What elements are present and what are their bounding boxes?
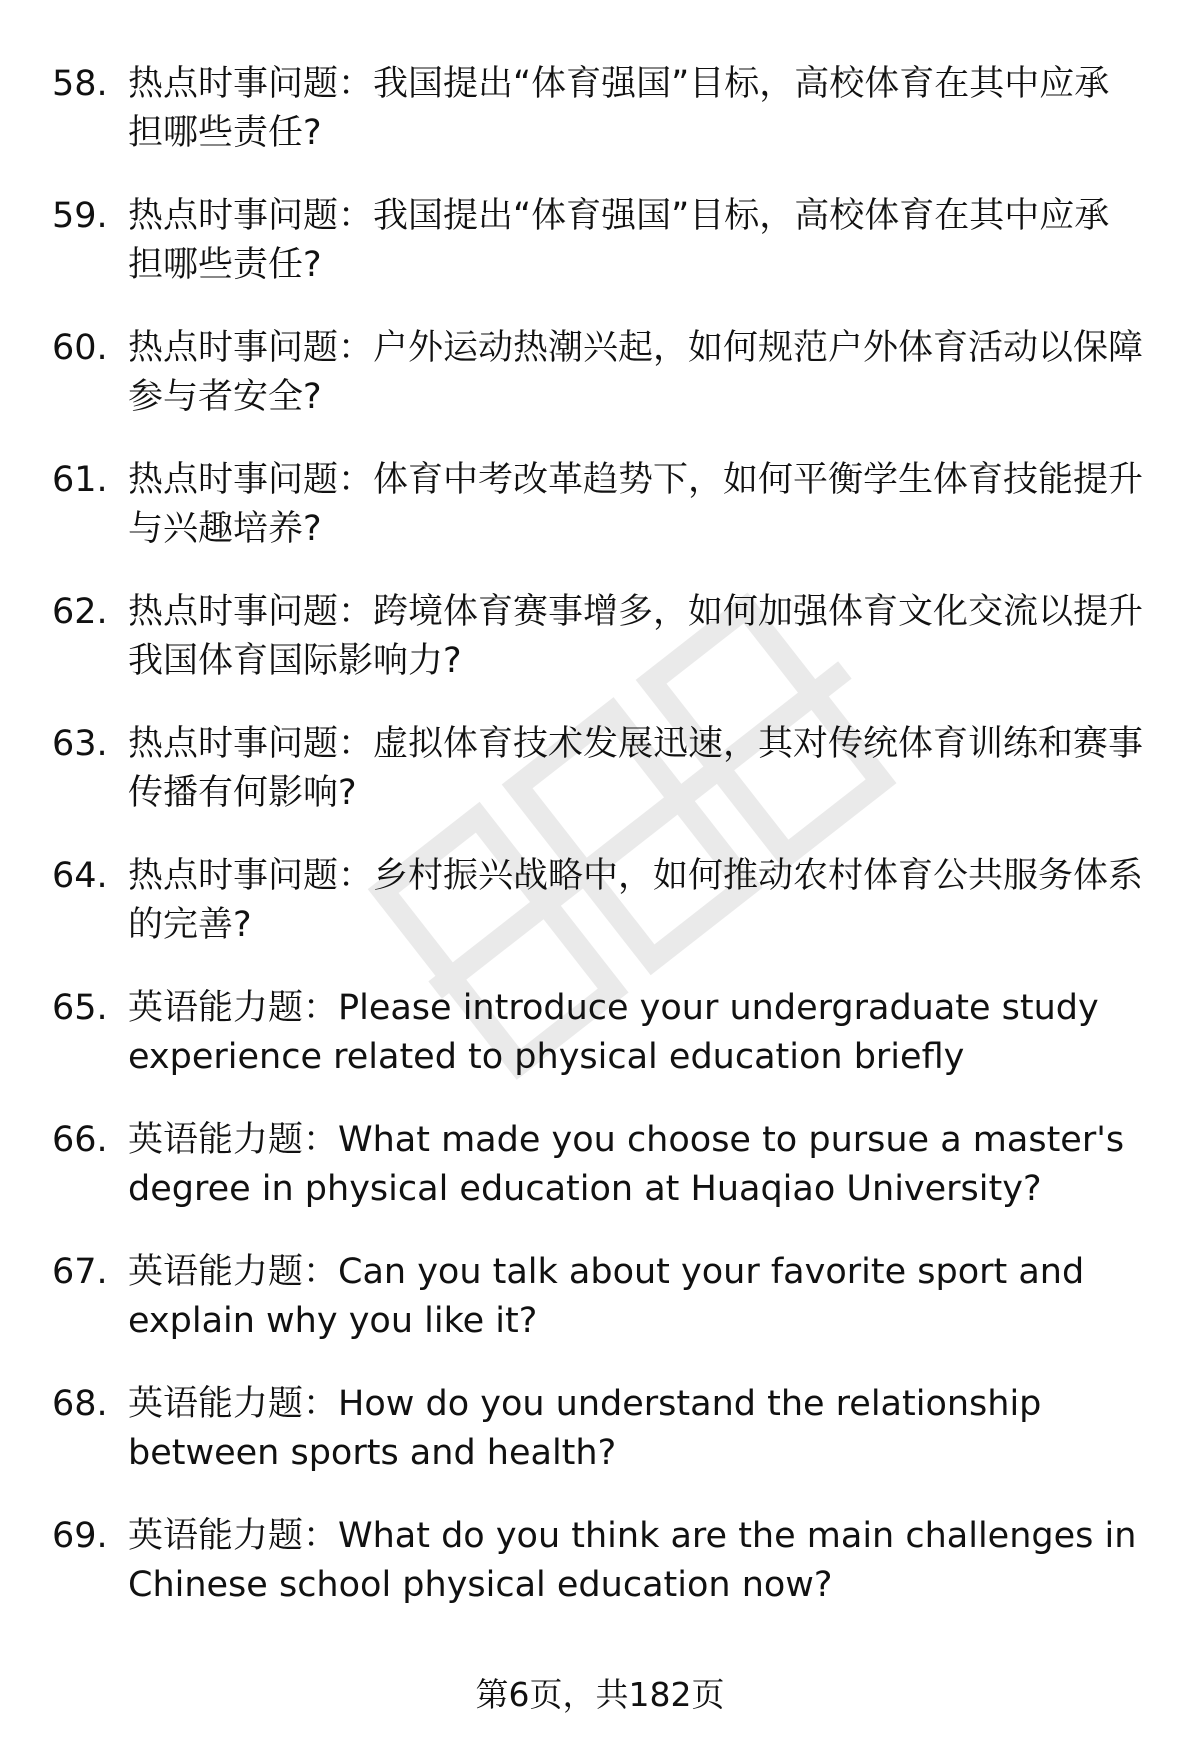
question-item — [52, 984, 1144, 1082]
question-text: 英语能力题：Can you talk about your favorite sport and explain why you like it? — [128, 1252, 1085, 1341]
question-text: 热点时事问题：虚拟体育技术发展迅速，其对传统体育训练和赛事传播有何影响? — [128, 724, 1144, 813]
question-item — [52, 720, 1144, 818]
question-text: 英语能力题：What do you think are the main challenges in Chinese school physical education now? — [128, 1516, 1137, 1605]
question-number: 58. — [52, 64, 108, 104]
question-text: 热点时事问题：我国提出“体育强国”目标，高校体育在其中应承担哪些责任? — [128, 64, 1110, 153]
question-item — [52, 1248, 1144, 1346]
question-list — [52, 60, 1144, 1644]
question-number: 67. — [52, 1252, 108, 1292]
question-text: 英语能力题：How do you understand the relationship between sports and health? — [128, 1384, 1042, 1473]
question-item — [52, 1380, 1144, 1478]
question-text: 英语能力题：Please introduce your undergraduate study experience related to physical education briefly — [128, 988, 1099, 1077]
question-number: 62. — [52, 592, 108, 632]
question-number: 64. — [52, 856, 108, 896]
question-number: 63. — [52, 724, 108, 764]
question-number: 66. — [52, 1120, 108, 1160]
question-item — [52, 1116, 1144, 1214]
question-item — [52, 192, 1144, 290]
question-item — [52, 852, 1144, 950]
question-item — [52, 1512, 1144, 1610]
question-item — [52, 60, 1144, 158]
question-text: 英语能力题：What made you choose to pursue a master's degree in physical education at Huaqiao University? — [128, 1120, 1125, 1209]
question-number: 59. — [52, 196, 108, 236]
question-number: 61. — [52, 460, 108, 500]
question-item — [52, 324, 1144, 422]
question-text: 热点时事问题：我国提出“体育强国”目标，高校体育在其中应承担哪些责任? — [128, 196, 1110, 285]
question-number: 60. — [52, 328, 108, 368]
question-item — [52, 456, 1144, 554]
question-text: 热点时事问题：体育中考改革趋势下，如何平衡学生体育技能提升与兴趣培养? — [128, 460, 1144, 549]
question-text: 热点时事问题：户外运动热潮兴起，如何规范户外体育活动以保障参与者安全? — [128, 328, 1144, 417]
question-text: 热点时事问题：乡村振兴战略中，如何推动农村体育公共服务体系的完善? — [128, 856, 1144, 945]
question-number: 69. — [52, 1516, 108, 1556]
question-number: 65. — [52, 988, 108, 1028]
question-item — [52, 588, 1144, 686]
question-number: 68. — [52, 1384, 108, 1424]
question-text: 热点时事问题：跨境体育赛事增多，如何加强体育文化交流以提升我国体育国际影响力? — [128, 592, 1144, 681]
page-number: 第6页，共182页 — [475, 1675, 725, 1714]
